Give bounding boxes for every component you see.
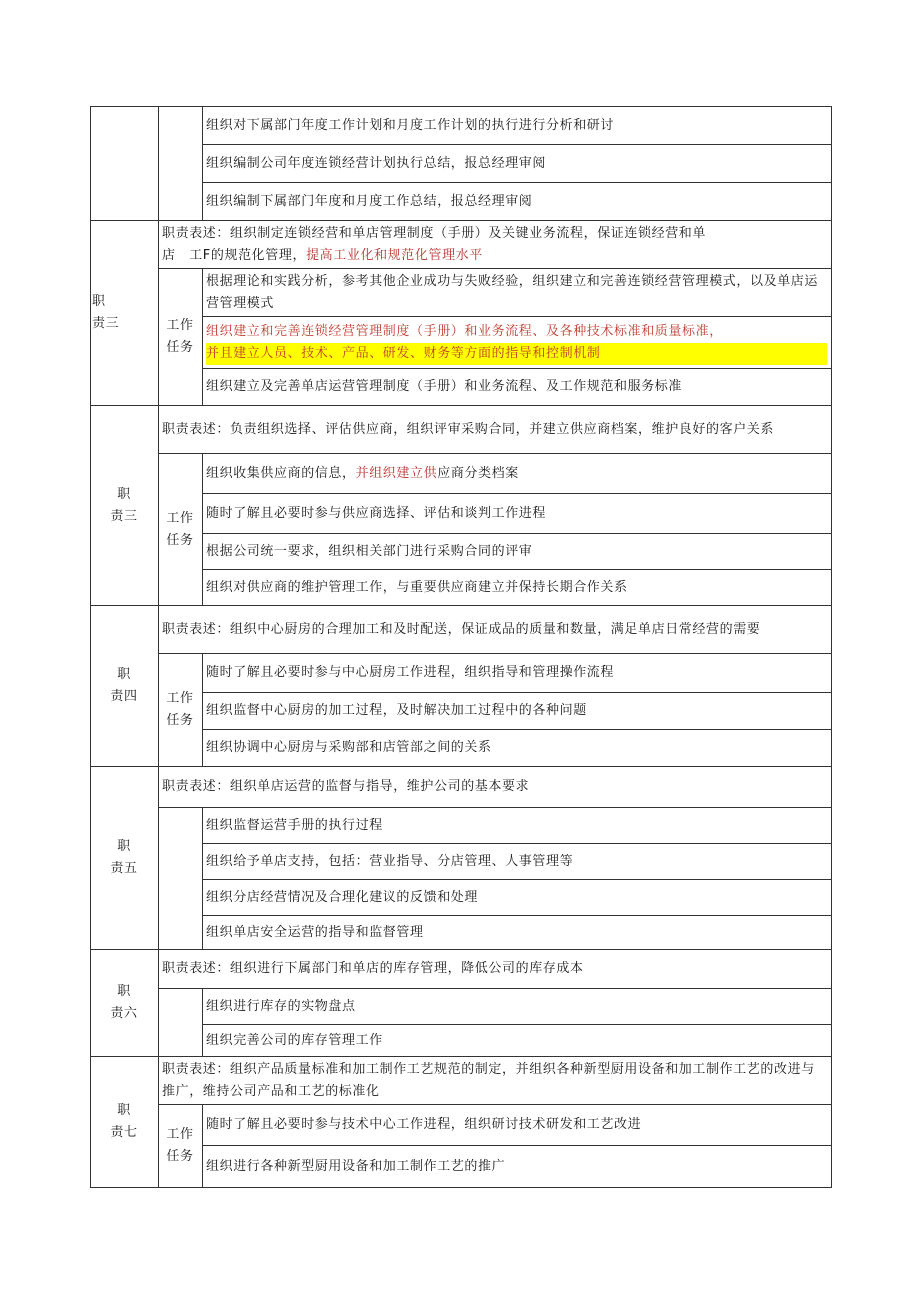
- table-row: [91, 183, 832, 221]
- table-row: [91, 221, 832, 269]
- task-label-cell: 工作 任务: [159, 454, 203, 606]
- task-text: 组织单店安全运营的指导和监督管理: [203, 916, 832, 950]
- statement-line: 职责表述：组织制定连锁经营和单店管理制度（手册）及关键业务流程，保证连锁经营和单: [162, 225, 707, 241]
- task-text: 随时了解且必要时参与供应商选择、评估和谈判工作进程: [203, 494, 832, 534]
- task-label-cell: [159, 989, 203, 1057]
- task-text: 组织给予单店支持，包括：营业指导、分店管理、人事管理等: [203, 844, 832, 880]
- task-text: [203, 317, 832, 369]
- task-text: 随时了解且必要时参与中心厨房工作进程，组织指导和管理操作流程: [203, 654, 832, 693]
- table-row: [91, 1146, 832, 1188]
- table-row: [91, 654, 832, 693]
- table-row: [91, 1105, 832, 1146]
- table-row: [91, 916, 832, 950]
- table-row: [91, 406, 832, 454]
- task-text: 组织监督运营手册的执行过程: [203, 808, 832, 844]
- statement-line: 店 工F的规范化管理，: [162, 247, 307, 263]
- table-row: [91, 767, 832, 808]
- task-label-cell: 工作 任务: [159, 1105, 203, 1188]
- task-text: 组织监督中心厨房的加工过程，及时解决加工过程中的各种问题: [203, 693, 832, 730]
- task-label-cell: [159, 808, 203, 950]
- table-row: [91, 808, 832, 844]
- duty-statement: 职责表述：组织产品质量标准和加工制作工艺规范的制定，并组织各种新型厨用设备和加工制作工艺的改进与推广，维持公司产品和工艺的标准化: [159, 1057, 832, 1105]
- table-row: [91, 145, 832, 183]
- task-text-part: 组织收集供应商的信息，: [206, 465, 356, 481]
- duty-title-cell: [91, 221, 159, 406]
- table-row: [91, 1025, 832, 1057]
- duty-title-cell: [91, 107, 159, 221]
- table-row: [91, 1057, 832, 1105]
- task-text: 组织协调中心厨房与采购部和店管部之间的关系: [203, 730, 832, 767]
- table-row: [91, 880, 832, 916]
- table-row: [91, 454, 832, 494]
- task-text-part: 应商分类档案: [437, 465, 519, 481]
- task-text: 组织建立及完善单店运营管理制度（手册）和业务流程、及工作规范和服务标准: [203, 369, 832, 406]
- task-text: 组织进行库存的实物盘点: [203, 989, 832, 1025]
- task-label-cell: [159, 107, 203, 221]
- task-label: 工作 任务: [166, 318, 194, 355]
- task-text: 根据公司统一要求，组织相关部门进行采购合同的评审: [203, 534, 832, 570]
- table-row: [91, 494, 832, 534]
- task-text: 组织对下属部门年度工作计划和月度工作计划的执行进行分析和研讨: [203, 107, 832, 145]
- duty-statement: 职责表述：组织中心厨房的合理加工和及时配送，保证成品的质量和数量，满足单店日常经营的需要: [159, 606, 832, 654]
- task-text: 组织对供应商的维护管理工作，与重要供应商建立并保持长期合作关系: [203, 570, 832, 606]
- task-text-red: 并组织建立供: [355, 465, 438, 481]
- table-row: [91, 606, 832, 654]
- task-text: [203, 454, 832, 494]
- table-row: [91, 269, 832, 317]
- task-label-cell: [159, 269, 203, 406]
- duty-title-cell: 职 责六: [91, 950, 159, 1057]
- task-text: 组织分店经营情况及合理化建议的反馈和处理: [203, 880, 832, 916]
- duty-title-cell: 职 责三: [91, 406, 159, 606]
- task-text: 组织编制公司年度连锁经营计划执行总结，报总经理审阅: [203, 145, 832, 183]
- duty-statement: 职责表述：负责组织选择、评估供应商，组织评审采购合同，并建立供应商档案，维护良好的客户关系: [159, 406, 832, 454]
- table-row: [91, 369, 832, 406]
- duty-title-cell: 职 责四: [91, 606, 159, 767]
- task-text: 根据理论和实践分析，参考其他企业成功与失败经验，组织建立和完善连锁经营管理模式，以及单店运营管理模式: [203, 269, 832, 317]
- table-row: [91, 950, 832, 989]
- task-text: 组织进行各种新型厨用设备和加工制作工艺的推广: [203, 1146, 832, 1188]
- duty-statement: 职责表述：组织进行下属部门和单店的库存管理，降低公司的库存成本: [159, 950, 832, 989]
- duty-statement: [159, 221, 832, 269]
- task-text: 随时了解且必要时参与技术中心工作进程，组织研讨技术研发和工艺改进: [203, 1105, 832, 1146]
- statement-highlight-red: 提高工业化和规范化管理水平: [306, 247, 483, 263]
- duty-title: 职 责三: [92, 294, 120, 331]
- table-row: [91, 570, 832, 606]
- task-label-cell: 工作 任务: [159, 654, 203, 767]
- task-text: 组织编制下属部门年度和月度工作总结，报总经理审阅: [203, 183, 832, 221]
- table-row: [91, 989, 832, 1025]
- table-row: [91, 693, 832, 730]
- table-row: [91, 534, 832, 570]
- duty-title-cell: 职 责七: [91, 1057, 159, 1188]
- duty-statement: 职责表述：组织单店运营的监督与指导，维护公司的基本要求: [159, 767, 832, 808]
- table-row: [91, 317, 832, 369]
- task-highlighted-line: 并且建立人员、技术、产品、研发、财务等方面的指导和控制机制: [206, 343, 827, 365]
- duty-table: [90, 106, 832, 1188]
- task-red-line: 组织建立和完善连锁经营管理制度（手册）和业务流程、及各种技术标准和质量标准，: [206, 323, 723, 339]
- table-row: [91, 730, 832, 767]
- table-row: [91, 844, 832, 880]
- task-text: 组织完善公司的库存管理工作: [203, 1025, 832, 1057]
- duty-title-cell: 职 责五: [91, 767, 159, 950]
- table-row: [91, 107, 832, 145]
